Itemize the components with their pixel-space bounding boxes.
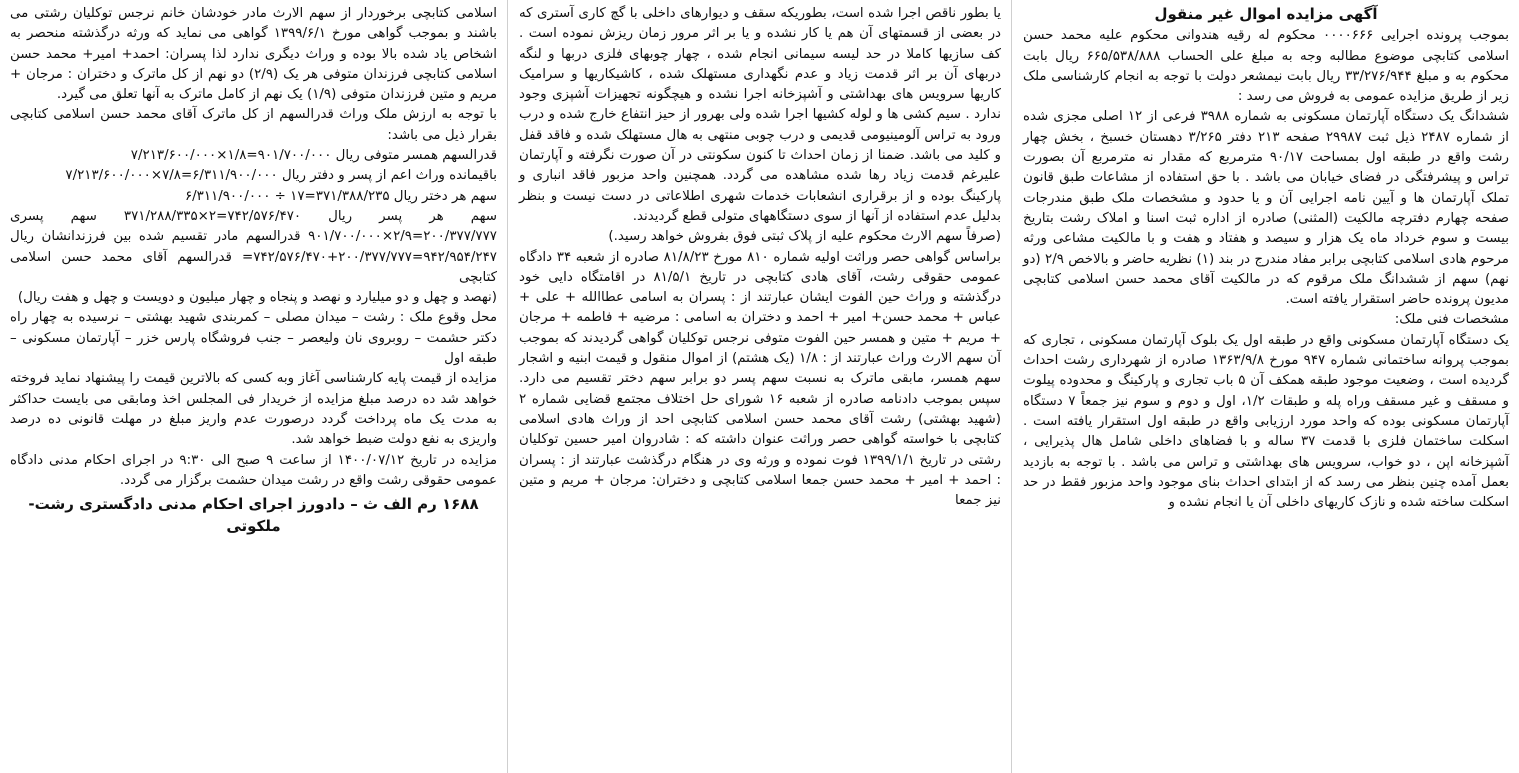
paragraph: بموجب پرونده اجرایی ۰۰۰۰۶۶۶ محکوم له رقیه هندوانی محکوم علیه محمد حسن اسلامی کتابچی موضوع مطالبه وجه به مبلغ علی الحساب ۶۶۵/۵۳۸/۸۸۸ ریال بابت محکوم به و مبلغ ۳۳/۲۷۶/۹۴۴ ریال بابت نیمشعر دولت با توجه به انجام کارشناسی ملک زیر از طریق مزایده عمومی به فروش می رسد :: [1023, 28, 1510, 105]
paragraph: با توجه به ارزش ملک وراث قدرالسهم از کل ماترک آقای محمد حسن اسلامی کتابچی بقرار ذیل می باشد:: [10, 107, 497, 143]
paragraph: اسلامی کتابچی برخوردار از سهم الارث مادر خودشان خانم نرجس توکلیان رشتی می باشند و بموجب گواهی مورخ ۱۳۹۹/۶/۱ گواهی می نماید که ورثه درگذشته منحصر به اشخاص یاد شده بالا بوده و وراث دیگری ندارد لذا پسران: احمد+ امیر+ محمد حسن اسلامی کتابچی فرزندان متوفی هر یک (۲/۹) دو نهم از کل ماترک و دختران : مرجان + مریم و متین فرزندان متوفی (۱/۹) یک نهم از کامل ماترک به آنها تعلق می گیرد.: [10, 6, 497, 103]
paragraph: مزایده از قیمت پایه کارشناسی آغاز وبه کسی که بالاترین قیمت را پیشنهاد نماید فروخته خواهد شد ده درصد مبلغ مزایده از خریدار فی المجلس اخذ ومابقی می بایست حداکثر به مدت یک ماه پرداخت گردد درصورت عدم واریز مبلغ در مهلت قانونی ده درصد واریزی به نفع دولت ضبط خواهد شد.: [10, 371, 497, 448]
column-divider: [507, 0, 508, 773]
notice-column-right: [1017, 4, 1515, 769]
notice-column-left: [4, 4, 503, 769]
auction-date: مزایده در تاریخ ۱۴۰۰/۰۷/۱۲ از ساعت ۹ صبح الی ۹:۳۰ در اجرای احکام مدنی دادگاه عمومی حقوقی رشت واقع در رشت میدان حشمت برگزار می گردد.: [10, 452, 497, 488]
column-divider: [1011, 0, 1012, 773]
property-location: محل وقوع ملک : رشت – میدان مصلی – کمربندی شهید بهشتی – نرسیده به چهار راه دکتر حشمت – روبروی نان ولیعصر – جنب فروشگاه پارس خزر – آپارتمان مسکونی – طبقه اول: [10, 310, 497, 367]
paragraph: (نهصد و چهل و دو میلیارد و نهصد و پنجاه و چهار میلیون و دویست و چهل و هفت ریال): [17, 290, 497, 306]
signature: ۱۶۸۸ رم الف ث – دادورز اجرای احکام مدنی دادگستری رشت- ملکوتی: [28, 495, 479, 536]
section-heading: مشخصات فنی ملک:: [1394, 312, 1509, 328]
paragraph: یا بطور ناقص اجرا شده است، بطوریکه سقف و دیوارهای داخلی با گچ کاری آستری که در بعضی از قسمتهای آن هم یا کار نشده و یا بر اثر مرور زمان ریزش نموده است . کف سازیها کاملا در حد لیسه سیمانی انجام شده ، چهار چوبهای فلزی دربها و لنگه دربهای آن بر اثر قدمت زیاد و عدم نگهداری مستهلک شده ، کاشیکاریها و سرامیک کاریها سرویس های بهداشتی و آشپزخانه اجرا نشده و هیچگونه تجهیزات آشپزی وجود ندارد . سیم کشی ها و لوله کشیها اجرا شده ولی بهرور از حیز انتفاع خارج شده و درب ورود به تراس آلومینیومی قدیمی و درب چوبی منتهی به هال مستهلک شده و فاقد قفل و کلید می باشد. ضمنا از زمان احداث تا کنون سکونتی در آن صورت نگرفته و آپارتمان علیرغم قدمت زیاد رها شده مشاهده می گردد. همچنین واحد مزبور فاقد انباری و پارکینگ بوده و از برقراری انشعابات خدمات شهری اطلاعاتی در دست نیست و بنظر بدلیل عدم استفاده از آنها از سوی دستگاههای متولی قطع گردیدند.: [519, 6, 1001, 224]
share-line: قدرالسهم همسر متوفی ریال ۹۰۱/۷۰۰/۰۰۰=۱/۸×۷/۲۱۳/۶۰۰/۰۰۰: [130, 148, 497, 164]
notice-title: آگهی مزایده اموال غیر منقول: [1154, 5, 1378, 23]
paragraph: سهم هر پسر ریال ۷۴۲/۵۷۶/۴۷۰=۲×۳۷۱/۲۸۸/۳۳۵ سهم پسری ۲۰۰/۳۷۷/۷۷۷=۲/۹×۹۰۱/۷۰۰/۰۰۰ قدرالسهم مادر تقسیم شده بین فرزندانشان ریال ۹۴۲/۹۵۴/۲۴۷=۲۰۰/۳۷۷/۷۷۷+۷۴۲/۵۷۶/۴۷۰= قدرالسهم آقای محمد حسن اسلامی کتابچی: [10, 208, 497, 285]
paragraph: (صرفاً سهم الارث محکوم علیه از پلاک ثبتی فوق بفروش خواهد رسید.): [608, 229, 1001, 245]
share-line: باقیمانده وراث اعم از پسر و دفتر ریال ۶/۳۱۱/۹۰۰/۰۰۰=۷/۸×۷/۲۱۳/۶۰۰/۰۰۰: [65, 168, 497, 184]
paragraph: ششدانگ یک دستگاه آپارتمان مسکونی به شماره ۳۹۸۸ فرعی از ۱۲ اصلی مجزی شده از شماره ۲۴۸۷ ذیل ثبت ۲۹۹۸۷ صفحه ۲۱۳ دفتر ۳/۲۶۵ دهستان خسبخ ، بخش چهار رشت واقع در طبقه اول بمساحت ۹۰/۱۷ مترمربع که مقدار نه مترمربع آن بصورت تراس و پیشرفتگی در فضای خیابان می باشد . با حق استفاده از مشاعات طبق قانون تملک آپارتمان ها و آیین نامه اجرایی آن و یا حدود و مشخصات ملک طبق مندرجات صفحه چهارم دفترچه مالکیت (المثنی) صادره از اداره ثبت اسنا و املاک رشت بتاریخ بیست و سوم خرداد ماه یک هزار و سیصد و هفتاد و هفت و با مالکیت مشاعی ورثه مرحوم هادی اسلامی کتابچی برابر مفاد مندرج در بند (۱) نظریه حاضر و بالاخص ۲/۹ (دو نهم) سهم از ششدانگ ملک مرقوم که در مالکیت آقای محمد حسن اسلامی کتابچی مدیون پرونده حاضر استقرار یافته است.: [1023, 109, 1509, 308]
share-line: سهم هر دختر ریال ۳۷۱/۳۸۸/۲۳۵=۱۷ ÷ ۶/۳۱۱/۹۰۰/۰۰۰: [184, 188, 497, 204]
notice-column-middle: [513, 4, 1007, 769]
paragraph: براساس گواهی حصر وراثت اولیه شماره ۸۱۰ مورخ ۸۱/۸/۲۳ صادره از شعبه ۳۴ دادگاه عمومی حقوقی رشت، آقای هادی کتابچی در تاریخ ۸۱/۵/۱ در اقامتگاه دایی خود درگذشته و وراث حین الفوت ایشان عبارتند از : پسران به اسامی عطاالله + علی + عباس + محمد حسن+ امیر + احمد و دختران به اسامی : مرضیه + فاطمه + مرجان + مریم + متین و همسر حین الفوت متوفی نرجس توکلیان گواهی گردیدند که بموجب آن سهم الارث وراث عبارتند از : ۱/۸ (یک هشتم) از اموال منقول و قیمت ابنیه و اشجار سهم همسر، مابقی ماترک به نسبت سهم پسر دو برابر سهم دختر تقسیم می دارد. سپس بموجب دادنامه صادره از شعبه ۱۶ شورای حل اختلاف مجتمع قضایی شماره ۲ (شهید بهشتی) رشت آقای محمد حسن اسلامی کتابچی احد از وراث هادی اسلامی کتابچی با خواسته گواهی حصر وراثت عنوان داشته که : شادروان امیر حسین توکلیان رشتی در تاریخ ۱۳۹۹/۱/۱ فوت نموده و ورثه وی در هنگام درگذشت عبارتند از : پسران : احمد + امیر + محمد حسن جمعا اسلامی کتابچی و دختران: مرجان + مریم و متین نیز جمعا: [519, 249, 1002, 509]
paragraph: یک دستگاه آپارتمان مسکونی واقع در طبقه اول یک بلوک آپارتمان مسکونی ، تجاری که بموجب پروانه ساختمانی شماره ۹۴۷ مورخ ۱۳۶۳/۹/۸ صادره از شهرداری رشت احداث گردیده است ، وضعیت موجود طبقه همکف آن ۵ باب تجاری و پارکینگ و محدوده پیلوت و مسقف و غیر مسقف وراه پله و طبقات ۱/۲، اول و دوم و سوم نیز جمعاً ۷ دستگاه آپارتمان مسکونی بوده که واحد مورد ارزیابی واقع در طبقه اول استقرار یافته است . اسکلت ساختمان فلزی با قدمت ۳۷ ساله و با فضاهای داخلی شامل هال پذیرایی ، آشپزخانه اپن ، دو خواب، سرویس های بهداشتی و تراس می باشد . با توجه به بازدید بعمل آمده چنین بنظر می رسد که از ابتدای احداث بنای موجود واحد مزبور فقط در حد اسکلت ساخته شده و نازک کاریهای داخلی آن یا انجام نشده و: [1023, 332, 1510, 511]
